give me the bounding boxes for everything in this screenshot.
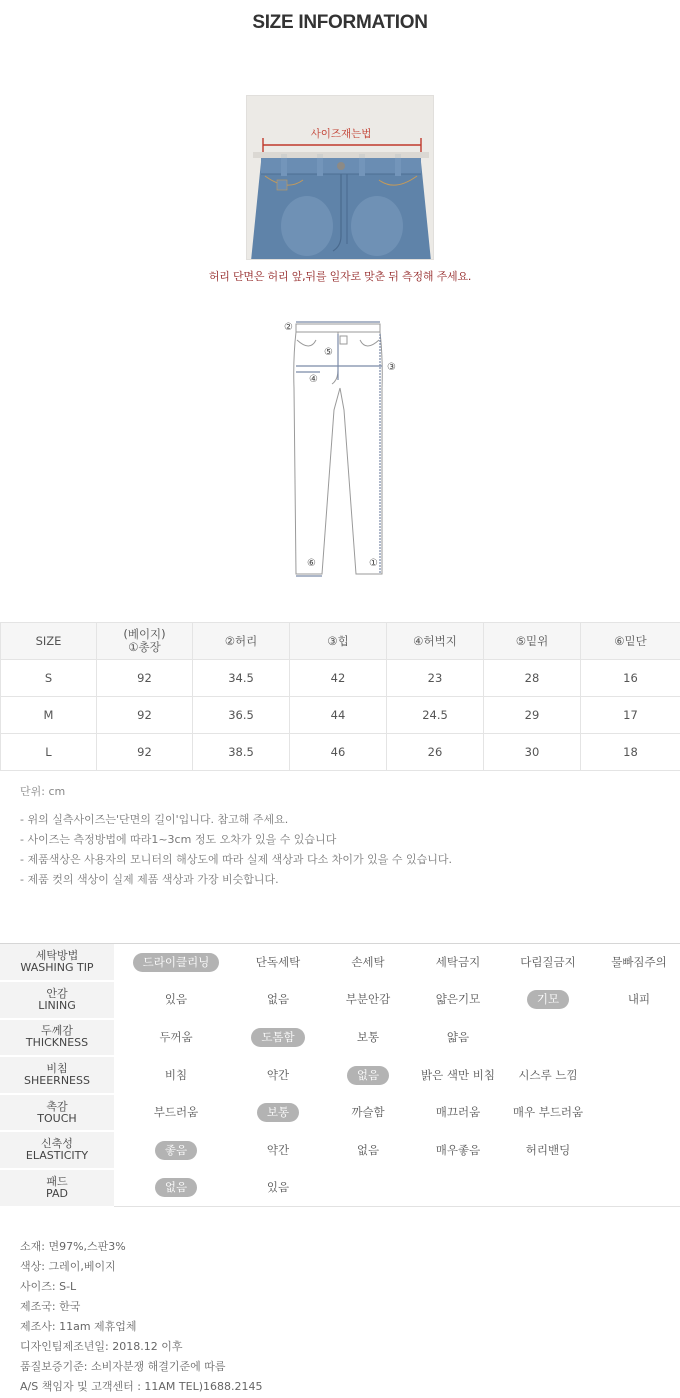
option-cell [114,1056,238,1094]
option-label: 비침 [164,1067,188,1082]
table-cell: 26 [387,734,484,771]
selected-option-badge: 좋음 [155,1141,197,1160]
page-title: SIZE INFORMATION [252,12,428,33]
table-cell: 28 [484,660,581,697]
row-label [0,981,114,1019]
header-rise: ⑤밑위 [484,623,581,660]
row-label [0,1094,114,1132]
option-cell [318,981,418,1019]
diagram-label-rise: ⑤ [324,347,333,358]
option-cell [318,944,418,982]
table-cell: 46 [290,734,387,771]
table-cell: 24.5 [387,697,484,734]
option-cell [498,981,598,1019]
option-label: 다림질금지 [520,955,576,970]
table-row [0,981,680,1019]
option-cell [114,981,238,1019]
row-label-ko: 두께감 [41,1024,73,1038]
waist-measure-photo [246,95,434,260]
list-item: 사이즈: S-L [20,1280,77,1293]
row-label-en: THICKNESS [25,1036,89,1050]
option-cell [498,944,598,982]
option-cell [498,1094,598,1132]
list-item: A/S 책임자 및 고객센터 : 11AM TEL)1688.2145 [20,1380,263,1393]
option-cell [238,981,318,1019]
jeans-waist-photo [247,96,434,260]
option-cell [318,1094,418,1132]
list-item: - 위의 실측사이즈는'단면의 길이'입니다. 참고해 주세요. [20,813,289,826]
option-cell [498,1169,598,1207]
option-label: 있음 [266,1180,290,1195]
photo-caption: 사이즈재는법 [310,128,372,140]
option-cell [418,1131,498,1169]
list-item: - 제품 컷의 색상이 실제 제품 색상과 가장 비슷합니다. [20,873,279,886]
option-cell [598,1169,680,1207]
option-label: 손세탁 [351,955,385,970]
option-label: 보통 [356,1029,380,1044]
product-spec-list [20,1237,263,1397]
table-cell: S [1,660,97,697]
row-label [0,1056,114,1094]
table-row [0,1094,680,1132]
option-cell [418,981,498,1019]
row-label-ko: 안감 [46,986,68,1000]
diagram-label-hip: ③ [387,362,396,373]
option-cell [598,1131,680,1169]
waist-note: 허리 단면은 허리 앞,뒤를 일자로 맞춘 뒤 측정해 주세요. [208,270,472,283]
option-label: 있음 [164,992,188,1007]
size-table [0,622,680,771]
list-item: 품질보증기준: 소비자분쟁 해결기준에 따름 [20,1360,226,1373]
table-cell: L [1,734,97,771]
option-label: 얇은기모 [435,992,481,1007]
size-table-header [1,623,680,660]
table-cell: 42 [290,660,387,697]
row-label-en: LINING [38,998,76,1012]
option-cell [598,1094,680,1132]
list-item: 제조국: 한국 [20,1300,81,1313]
option-cell [238,944,318,982]
row-label-en: PAD [46,1186,68,1200]
option-cell [498,1131,598,1169]
option-label: 약간 [266,1142,290,1157]
option-label: 부드러움 [153,1105,199,1120]
option-label: 없음 [356,1142,380,1157]
option-cell [318,1056,418,1094]
row-label-ko: 세탁방법 [35,949,79,963]
row-label-en: ELASTICITY [25,1149,89,1163]
option-cell [598,944,680,982]
option-label: 매끄러움 [435,1105,481,1120]
option-label: 얇음 [446,1029,470,1044]
diagram-label-hem: ⑥ [307,558,316,569]
option-cell [318,1131,418,1169]
jeans-outline-diagram [278,318,402,582]
table-cell: 38.5 [193,734,290,771]
option-cell [498,1056,598,1094]
list-item: - 제품색상은 사용자의 모니터의 해상도에 따라 실제 색상과 다소 차이가 있을 수 있습니다. [20,853,452,866]
list-item: - 사이즈는 측정방법에 따라1~3cm 정도 오차가 있을 수 있습니다 [20,833,337,846]
row-label-en: TOUCH [37,1111,77,1125]
header-length-line2: ①총장 [128,640,161,654]
selected-option-badge: 없음 [347,1066,389,1085]
table-row [0,944,680,982]
table-row [1,660,680,697]
option-cell [418,944,498,982]
option-cell [418,1169,498,1207]
list-item: 제조사: 11am 제휴업체 [20,1320,137,1333]
table-row [0,1019,680,1057]
selected-option-badge: 없음 [155,1178,197,1197]
table-cell: 34.5 [193,660,290,697]
selected-option-badge: 기모 [527,990,569,1009]
option-label: 시스루 느낌 [518,1067,578,1082]
option-cell [598,981,680,1019]
option-cell [238,1131,318,1169]
header-length-line1: (베이지) [123,627,166,641]
table-row [1,697,680,734]
jeans-outline-icon [278,318,402,582]
header-length [97,623,193,660]
row-label [0,1131,114,1169]
row-label [0,944,114,982]
option-cell [114,1019,238,1057]
row-label-ko: 신축성 [41,1137,73,1151]
notes-list [20,810,452,890]
list-item: 색상: 그레이,베이지 [20,1260,116,1273]
table-row [0,1169,680,1207]
fabric-info-table [0,943,680,1208]
option-cell [598,1019,680,1057]
option-label: 약간 [266,1067,290,1082]
diagram-label-length: ① [369,558,378,569]
table-cell: 17 [581,697,680,734]
option-label: 두꺼움 [159,1029,193,1044]
option-cell [238,1056,318,1094]
table-row [0,1056,680,1094]
option-cell [238,1094,318,1132]
option-label: 물빠짐주의 [611,955,667,970]
option-cell [598,1056,680,1094]
table-cell: 36.5 [193,697,290,734]
table-cell: 16 [581,660,680,697]
option-cell [418,1056,498,1094]
selected-option-badge: 드라이클리닝 [133,953,220,972]
option-label: 내피 [627,992,651,1007]
option-label: 허리밴딩 [525,1142,571,1157]
option-cell [238,1169,318,1207]
header-hip: ③힙 [290,623,387,660]
option-cell [318,1019,418,1057]
option-cell [238,1019,318,1057]
option-cell [418,1094,498,1132]
table-cell: M [1,697,97,734]
option-label: 매우좋음 [435,1142,481,1157]
header-size: SIZE [1,623,97,660]
option-cell [114,944,238,982]
header-hem: ⑥밑단 [581,623,680,660]
option-label: 밝은 색만 비침 [421,1067,495,1082]
row-label-en: WASHING TIP [20,961,94,975]
option-label: 부분안감 [345,992,391,1007]
table-row [0,1131,680,1169]
option-cell [114,1169,238,1207]
table-cell: 92 [97,697,193,734]
selected-option-badge: 보통 [257,1103,299,1122]
option-label: 까슬함 [351,1105,385,1120]
diagram-label-thigh: ④ [309,374,318,385]
row-label-ko: 패드 [46,1174,68,1188]
option-label: 매우 부드러움 [512,1105,584,1120]
row-label [0,1169,114,1207]
table-cell: 29 [484,697,581,734]
option-cell [114,1131,238,1169]
row-label-ko: 촉감 [46,1099,68,1113]
list-item: 소재: 면97%,스판3% [20,1240,126,1253]
diagram-label-waist: ② [284,322,293,333]
table-cell: 23 [387,660,484,697]
table-cell: 92 [97,734,193,771]
option-cell [498,1019,598,1057]
table-row [1,734,680,771]
option-label: 없음 [266,992,290,1007]
unit-label: 단위: cm [20,785,66,798]
table-cell: 44 [290,697,387,734]
header-waist: ②허리 [193,623,290,660]
table-cell: 18 [581,734,680,771]
table-cell: 92 [97,660,193,697]
option-label: 단독세탁 [255,955,301,970]
option-cell [418,1019,498,1057]
option-cell [318,1169,418,1207]
row-label-ko: 비침 [46,1062,68,1076]
table-cell: 30 [484,734,581,771]
option-cell [114,1094,238,1132]
row-label [0,1019,114,1057]
option-label: 세탁금지 [435,955,481,970]
selected-option-badge: 도톰함 [251,1028,304,1047]
row-label-en: SHEERNESS [24,1074,90,1088]
header-thigh: ④허벅지 [387,623,484,660]
list-item: 디자인팀제조년일: 2018.12 이후 [20,1340,183,1353]
